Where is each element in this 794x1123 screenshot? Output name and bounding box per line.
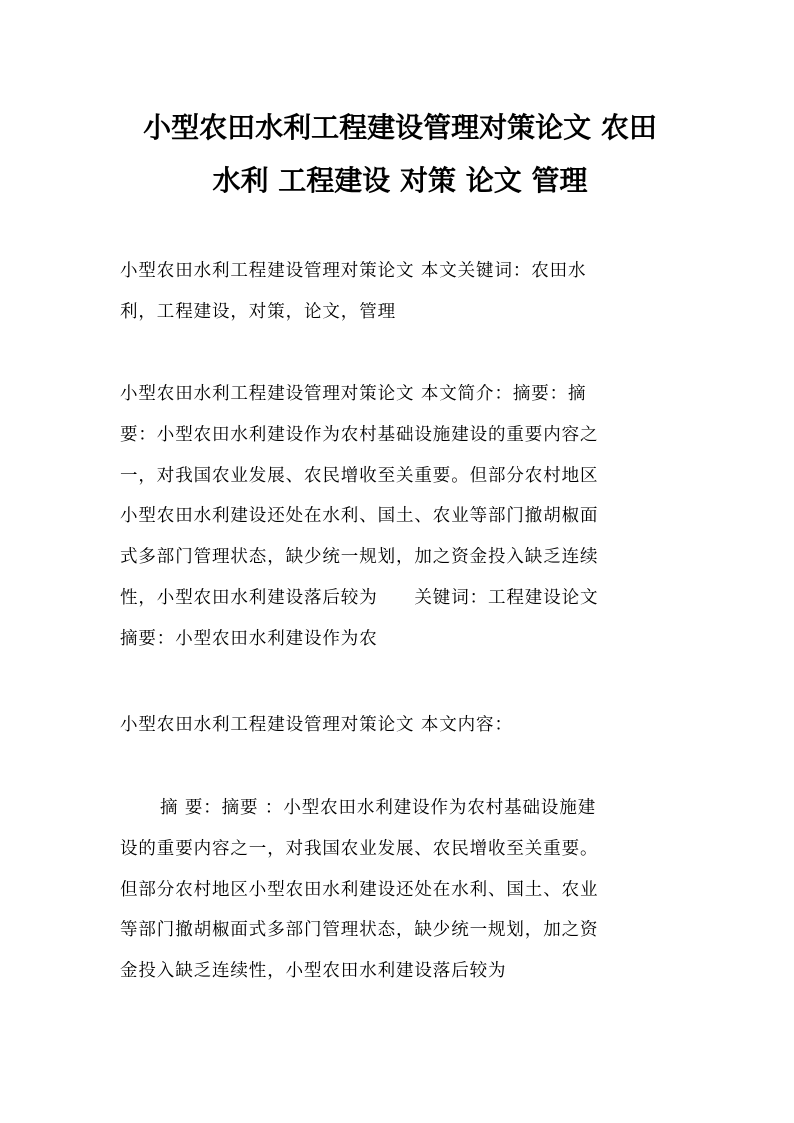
content-line-2: 设的重要内容之一，对我国农业发展、农民增收至关重要。 — [120, 838, 599, 859]
intro-line-6: 性，小型农田水利建设落后较为 关键词：工程建设论文 — [120, 587, 599, 608]
keywords-line-2: 利，工程建设，对策，论文，管理 — [120, 301, 396, 322]
content-heading-text: 小型农田水利工程建设管理对策论文 本文内容： — [120, 715, 513, 735]
content-line-1: 摘 要：摘要 ：小型农田水利建设作为农村基础设施建 — [160, 798, 597, 818]
content-line-3: 但部分农村地区小型农田水利建设还处在水利、国土、农业 — [120, 879, 599, 900]
intro-line-4: 小型农田水利建设还处在水利、国土、农业等部门撤胡椒面 — [120, 506, 599, 527]
intro-paragraph — [120, 374, 678, 660]
document-title — [120, 101, 680, 207]
content-line-4: 等部门撤胡椒面式多部门管理状态，缺少统一规划，加之资 — [120, 920, 599, 941]
content-heading — [120, 705, 678, 746]
keywords-paragraph — [120, 251, 678, 333]
intro-line-3: 一，对我国农业发展、农民增收至关重要。但部分农村地区 — [120, 465, 599, 486]
content-line-5: 金投入缺乏连续性，小型农田水利建设落后较为 — [120, 961, 507, 982]
keywords-line-1: 小型农田水利工程建设管理对策论文 本文关键词：农田水 — [120, 261, 587, 281]
intro-line-7: 摘要：小型农田水利建设作为农 — [120, 628, 378, 649]
content-paragraph — [120, 788, 678, 992]
intro-line-2: 要：小型农田水利建设作为农村基础设施建设的重要内容之 — [120, 424, 599, 445]
title-line-1: 小型农田水利工程建设管理对策论文 农田 — [143, 111, 657, 144]
intro-line-5: 式多部门管理状态，缺少统一规划，加之资金投入缺乏连续 — [120, 547, 599, 568]
title-line-2: 水利 工程建设 对策 论文 管理 — [212, 164, 588, 197]
intro-line-1: 小型农田水利工程建设管理对策论文 本文简介：摘要：摘 — [120, 384, 587, 404]
